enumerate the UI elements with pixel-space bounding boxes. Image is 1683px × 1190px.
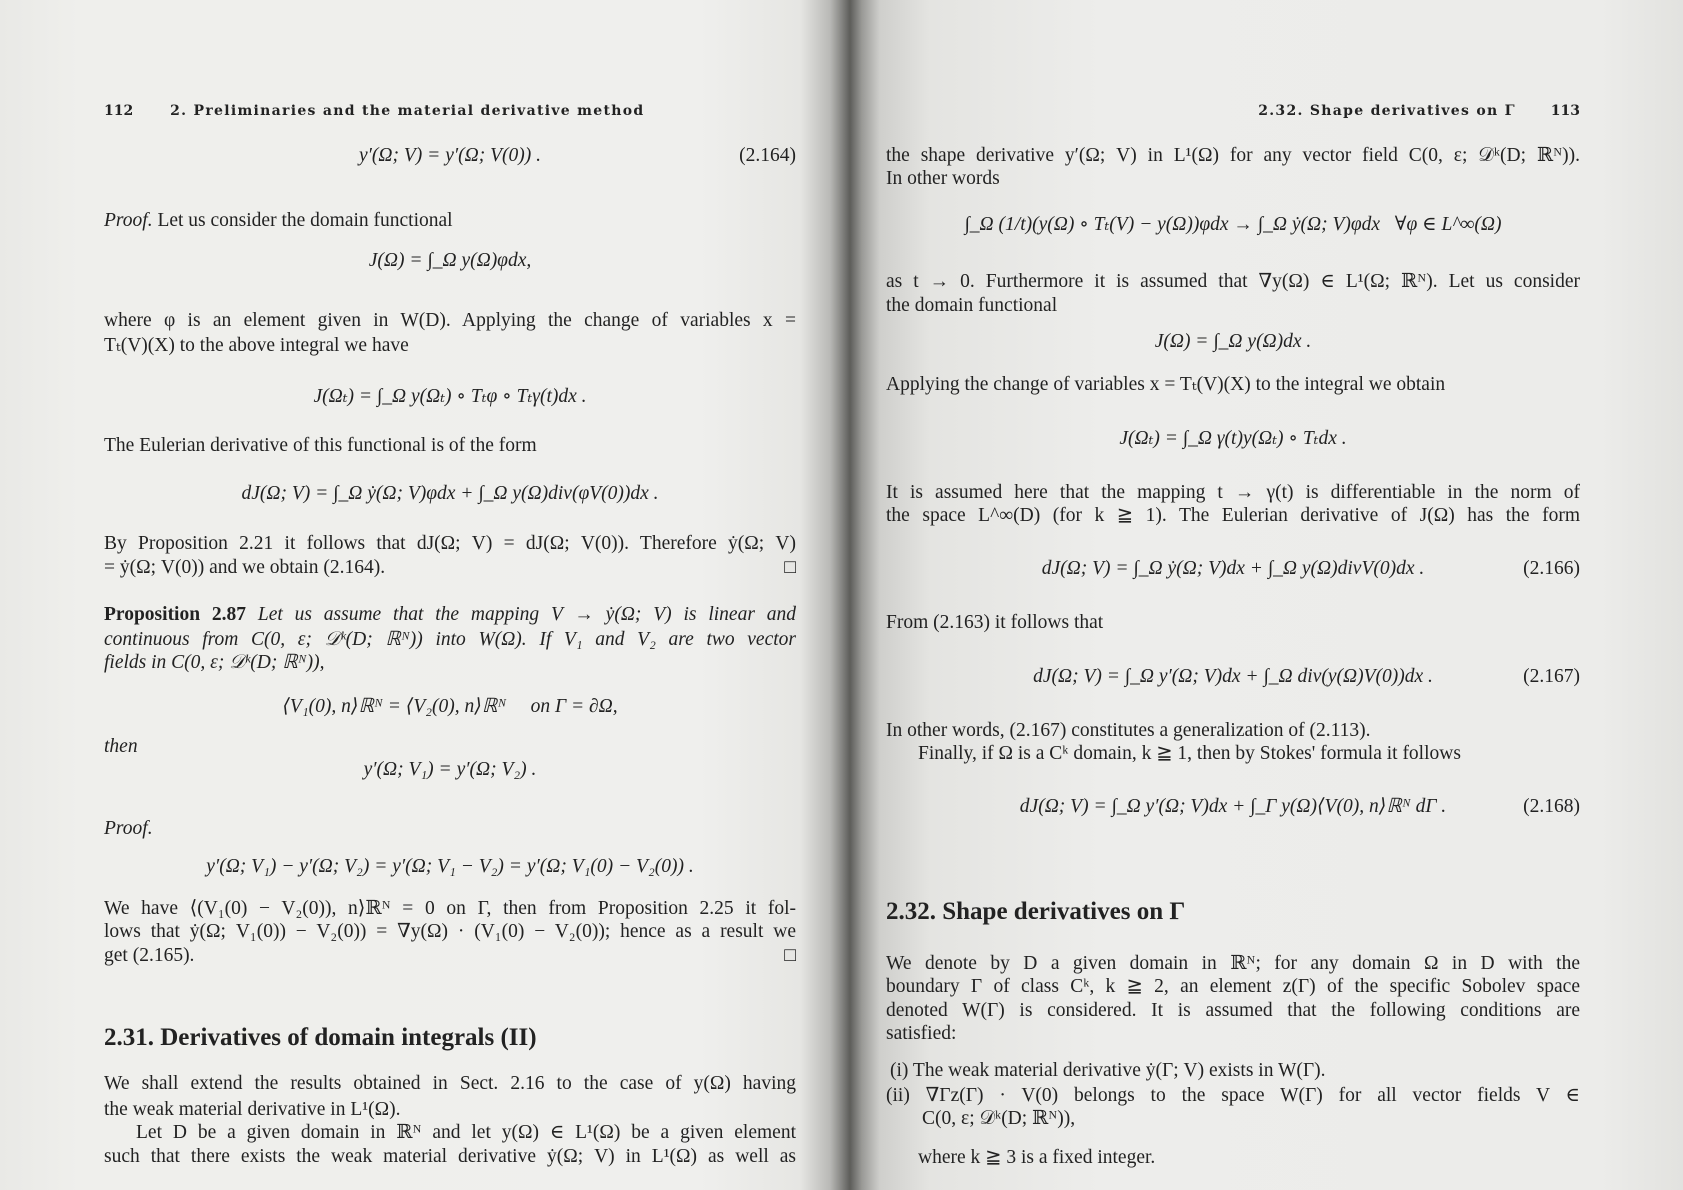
- condition-ii: (ii) ∇Γz(Γ) · V(0) belongs to the space W(Γ) for all vector fields V ∈: [886, 1085, 1580, 1106]
- condition-i: (i) The weak material derivative ẏ(Γ; V) exists in W(Γ).: [890, 1060, 1326, 1081]
- left-page: [104, 0, 796, 1190]
- paragraph-line: the space L^∞(D) (for k ≧ 1). The Eulerian derivative of J(Ω) has the form: [886, 505, 1580, 526]
- equation-number: (2.166): [1523, 558, 1580, 579]
- running-head: 2. Preliminaries and the material derivative method: [170, 103, 645, 119]
- paragraph-line: the domain functional: [886, 295, 1058, 316]
- paragraph-line: where k ≧ 3 is a fixed integer.: [918, 1147, 1156, 1168]
- paragraph-line: Tₜ(V)(X) to the above integral we have: [104, 335, 409, 356]
- paragraph-line: denoted W(Γ) is considered. It is assumed that the following conditions are: [886, 1000, 1580, 1021]
- equation-J: J(Ω) = ∫_Ω y(Ω)φdx,: [368, 250, 532, 271]
- equation-J-t: J(Ωₜ) = ∫_Ω γ(t)y(Ωₜ) ∘ Tₜdx .: [1119, 428, 1347, 449]
- text: Let us consider the domain functional: [152, 210, 453, 231]
- section-heading-2-32: 2.32. Shape derivatives on Γ: [886, 898, 1186, 925]
- qed-symbol: □: [784, 557, 796, 578]
- text: = ẏ(Ω; V(0)) and we obtain (2.164).: [104, 557, 386, 578]
- section-heading-2-31: 2.31. Derivatives of domain integrals (II): [104, 1024, 537, 1051]
- text: Let us assume that the mapping V → ẏ(Ω; V) is linear and: [246, 604, 796, 625]
- proof-label: Proof.: [104, 210, 153, 231]
- then-label: then: [104, 736, 138, 757]
- paragraph-line: the weak material derivative in L¹(Ω).: [104, 1099, 401, 1120]
- running-header: [104, 98, 796, 123]
- qed-symbol: □: [784, 945, 796, 966]
- equation-J-t: J(Ωₜ) = ∫_Ω y(Ωₜ) ∘ Tₜφ ∘ Tₜγ(t)dx .: [313, 386, 587, 407]
- proposition-line: [104, 603, 796, 627]
- equation-text: y′(Ω; V) = y′(Ω; V(0)) .: [359, 145, 541, 166]
- paragraph-line: It is assumed here that the mapping t → γ(t) is differentiable in the norm of: [886, 482, 1580, 503]
- paragraph-line: The Eulerian derivative of this functional is of the form: [104, 435, 537, 456]
- paragraph-line: We have ⟨(V₁(0) − V₂(0)), n⟩ℝᴺ = 0 on Γ, then from Proposition 2.25 it fol-: [104, 898, 796, 919]
- text: get (2.165).: [104, 945, 195, 966]
- paragraph-line: [104, 944, 796, 968]
- page-number: 112: [104, 103, 134, 119]
- equation-boundary: ⟨V₁(0), n⟩ℝᴺ = ⟨V₂(0), n⟩ℝᴺ on Γ = ∂Ω,: [282, 696, 618, 717]
- equation-number: (2.164): [739, 145, 796, 166]
- equation-limit: ∫_Ω (1/t)(y(Ω) ∘ Tₜ(V) − y(Ω))φdx → ∫_Ω ẏ(Ω; V)φdx ∀φ ∈ L^∞(Ω): [964, 214, 1502, 235]
- equation-2-168: [886, 795, 1580, 819]
- paragraph-line: lows that ẏ(Ω; V₁(0)) − V₂(0)) = ∇y(Ω) · (V₁(0) − V₂(0)); hence as a result we: [104, 921, 796, 942]
- paragraph-line: as t → 0. Furthermore it is assumed that ∇y(Ω) ∈ L¹(Ω; ℝᴺ). Let us consider: [886, 271, 1580, 292]
- paragraph-line: Finally, if Ω is a Cᵏ domain, k ≧ 1, then by Stokes' formula it follows: [918, 743, 1461, 764]
- equation-2-166: [886, 557, 1580, 581]
- equation-dJ: dJ(Ω; V) = ∫_Ω ẏ(Ω; V)φdx + ∫_Ω y(Ω)div(φV(0))dx .: [241, 483, 659, 504]
- equation-text: dJ(Ω; V) = ∫_Ω ẏ(Ω; V)dx + ∫_Ω y(Ω)divV(0)dx .: [1041, 558, 1425, 579]
- equation-J: J(Ω) = ∫_Ω y(Ω)dx .: [1154, 331, 1312, 352]
- paragraph-line: We shall extend the results obtained in Sect. 2.16 to the case of y(Ω) having: [104, 1073, 796, 1094]
- running-header: [886, 98, 1580, 123]
- equation-number: (2.167): [1523, 666, 1580, 687]
- paragraph-line: Applying the change of variables x = Tₜ(V)(X) to the integral we obtain: [886, 374, 1446, 395]
- paragraph-line: such that there exists the weak material derivative ẏ(Ω; V) in L¹(Ω) as well as: [104, 1146, 796, 1167]
- paragraph-line: where φ is an element given in W(D). Applying the change of variables x =: [104, 310, 796, 331]
- running-head: 2.32. Shape derivatives on Γ: [1258, 103, 1516, 119]
- equation-text: dJ(Ω; V) = ∫_Ω y′(Ω; V)dx + ∫_Ω div(y(Ω)V(0))dx .: [1033, 666, 1433, 687]
- equation-text: dJ(Ω; V) = ∫_Ω y′(Ω; V)dx + ∫_Γ y(Ω)⟨V(0), n⟩ℝᴺ dΓ .: [1019, 796, 1447, 817]
- equation-difference: y′(Ω; V₁) − y′(Ω; V₂) = y′(Ω; V₁ − V₂) = y′(Ω; V₁(0) − V₂(0)) .: [206, 856, 694, 877]
- proposition-label: Proposition 2.87: [104, 604, 247, 625]
- proposition-line: continuous from C(0, ε; 𝒟ᵏ(D; ℝᴺ)) into W(Ω). If V₁ and V₂ are two vector: [104, 629, 796, 650]
- proposition-line: fields in C(0, ε; 𝒟ᵏ(D; ℝᴺ)),: [104, 652, 325, 673]
- paragraph-line: By Proposition 2.21 it follows that dJ(Ω; V) = dJ(Ω; V(0)). Therefore ẏ(Ω; V): [104, 533, 796, 554]
- paragraph-line: [104, 556, 796, 580]
- paragraph-line: In other words, (2.167) constitutes a generalization of (2.113).: [886, 720, 1371, 741]
- equation-number: (2.168): [1523, 796, 1580, 817]
- condition-ii-continued: C(0, ε; 𝒟ᵏ(D; ℝᴺ)),: [922, 1108, 1076, 1129]
- proof-label: Proof.: [104, 818, 153, 839]
- proof-intro: [104, 209, 796, 233]
- paragraph-line: We denote by D a given domain in ℝᴺ; for any domain Ω in D with the: [886, 953, 1580, 974]
- right-page: [886, 0, 1580, 1190]
- paragraph-line: In other words: [886, 168, 1000, 189]
- equation-y-v1-v2: y′(Ω; V₁) = y′(Ω; V₂) .: [363, 759, 537, 780]
- paragraph-line: boundary Γ of class Cᵏ, k ≧ 2, an element z(Γ) of the specific Sobolev space: [886, 976, 1580, 997]
- equation-2-167: [886, 665, 1580, 689]
- paragraph-line: Let D be a given domain in ℝᴺ and let y(Ω) ∈ L¹(Ω) be a given element: [136, 1122, 796, 1143]
- paragraph-line: From (2.163) it follows that: [886, 612, 1104, 633]
- equation-2-164: [104, 144, 796, 168]
- page-number: 113: [1550, 103, 1580, 119]
- paragraph-line: the shape derivative y′(Ω; V) in L¹(Ω) for any vector field C(0, ε; 𝒟ᵏ(D; ℝᴺ)).: [886, 145, 1580, 166]
- paragraph-line: satisfied:: [886, 1023, 957, 1044]
